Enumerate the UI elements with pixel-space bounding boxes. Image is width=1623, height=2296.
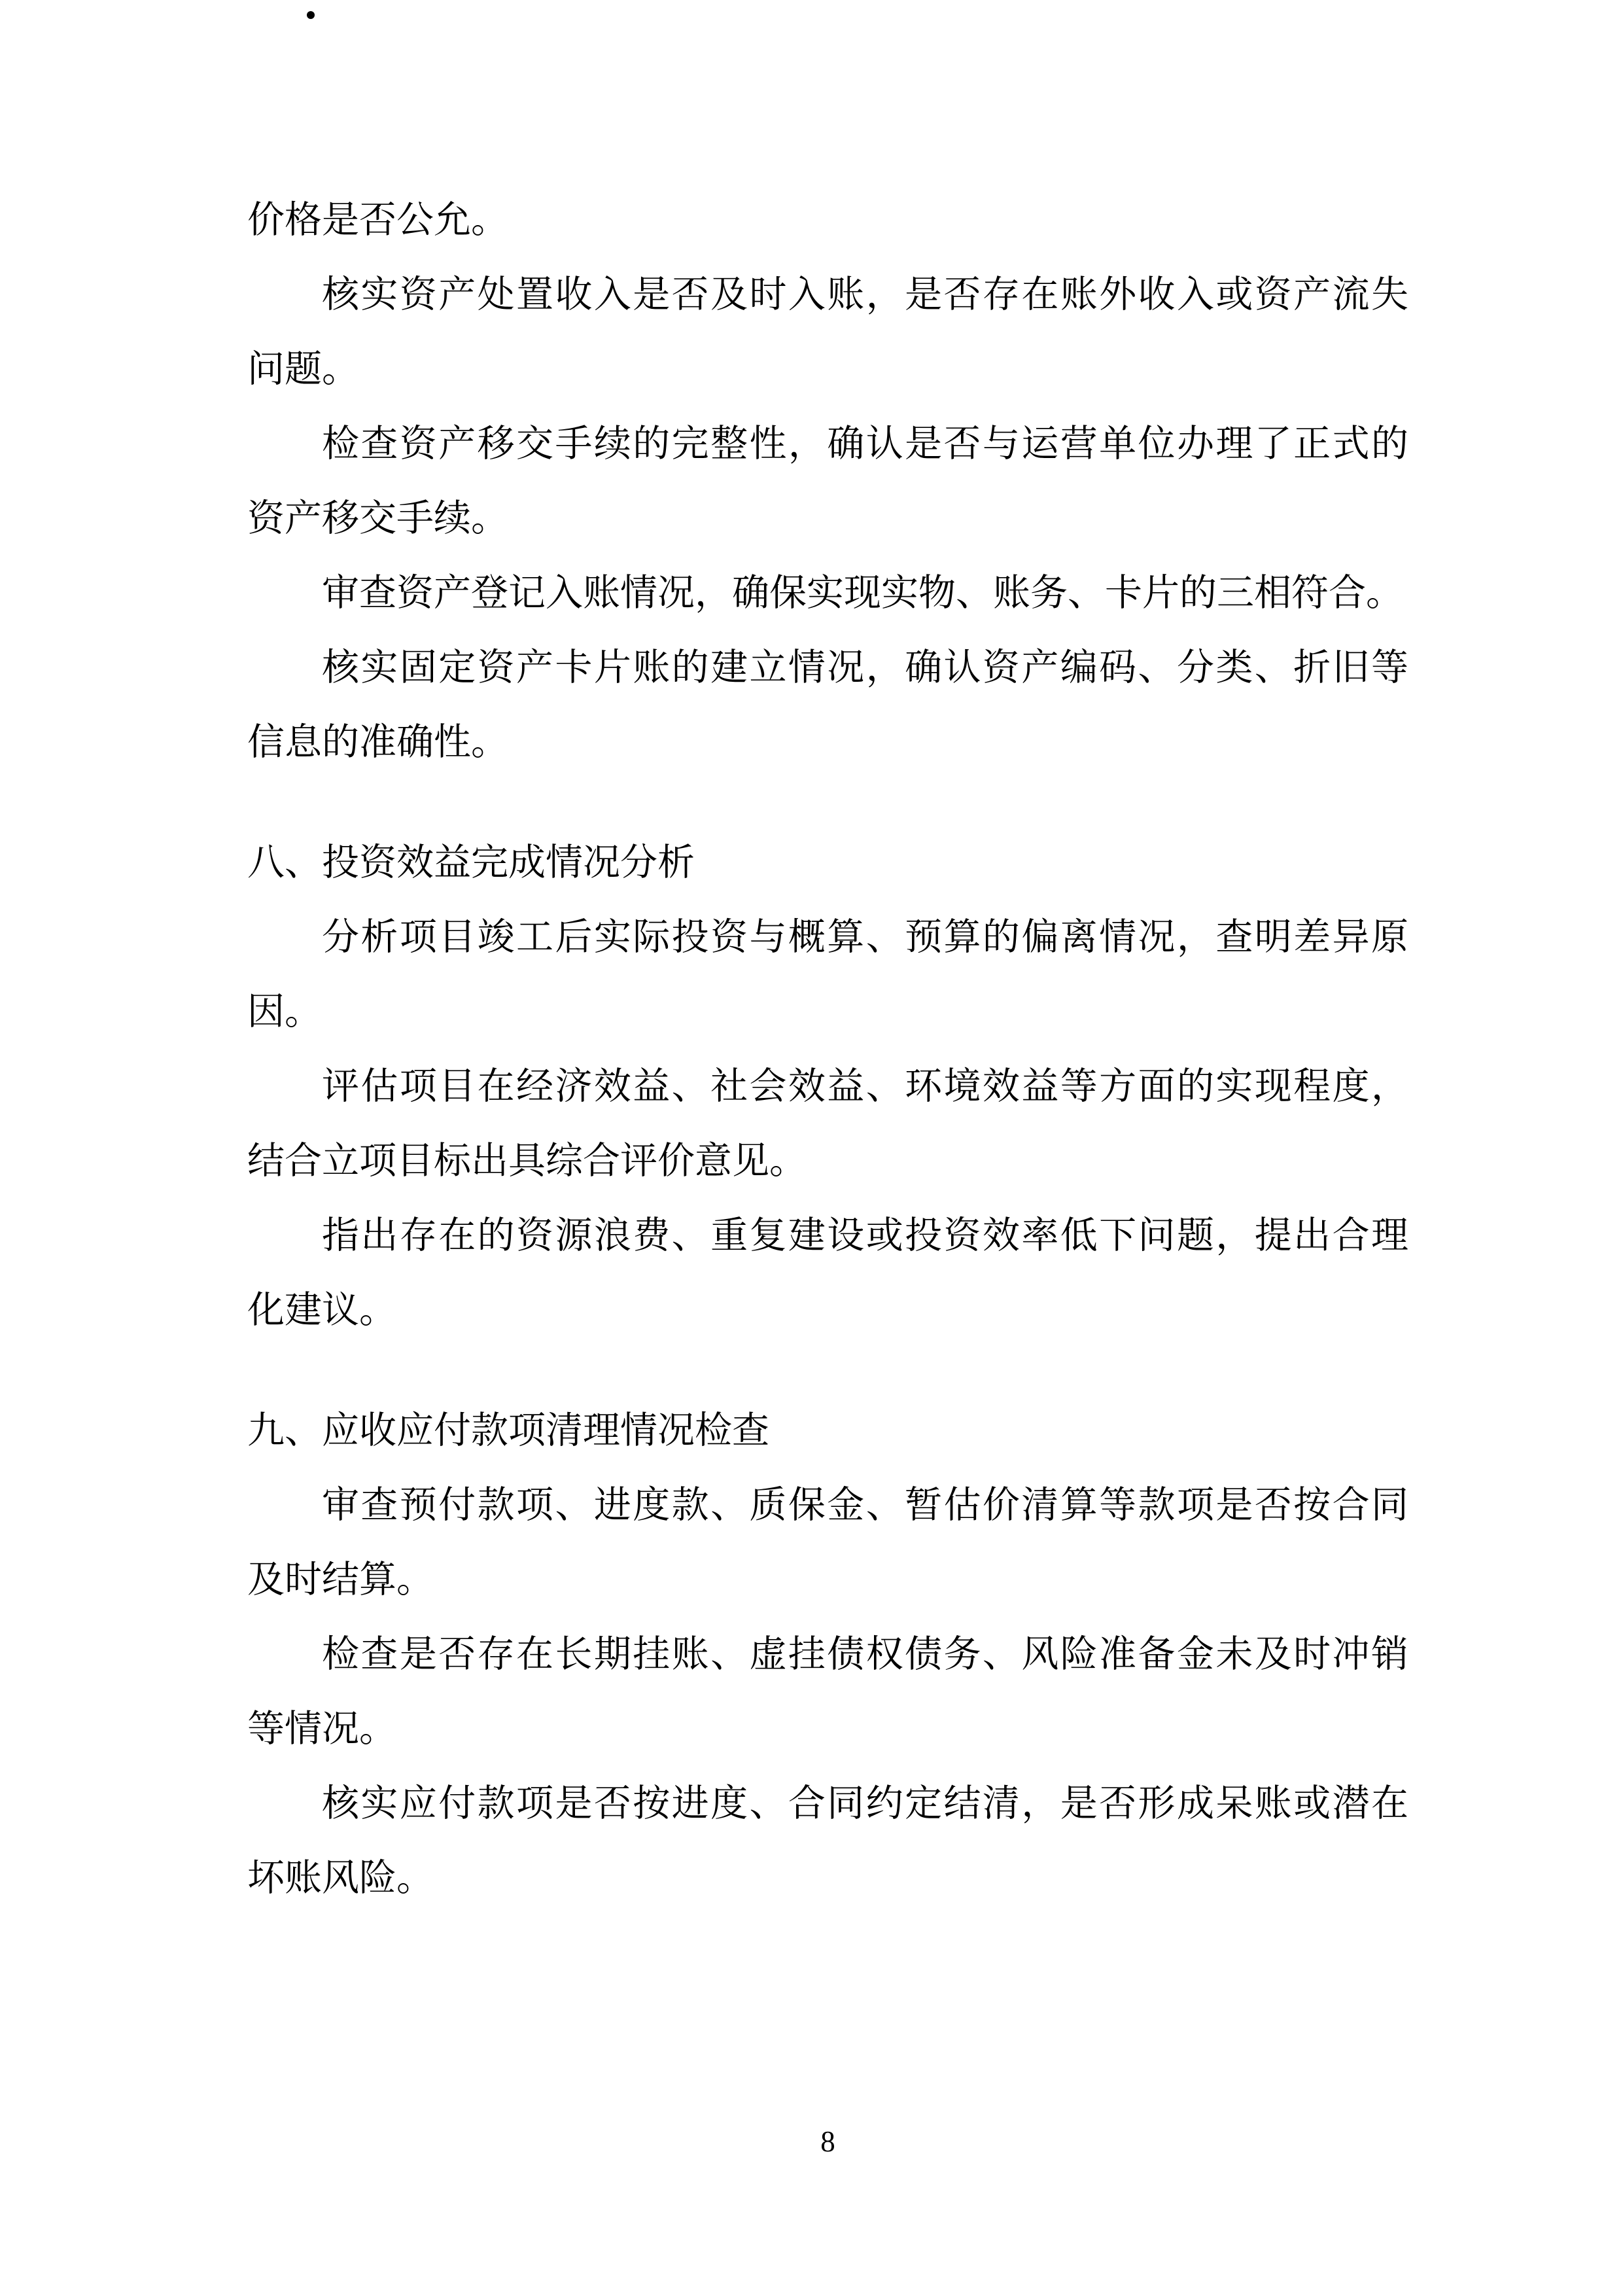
text-line: 九、应收应付款项清理情况检查 [247, 1410, 769, 1451]
text-line: 及时结算。 [247, 1559, 434, 1600]
text-line: 核实固定资产卡片账的建立情况，确认资产编码、分类、折旧等 [322, 647, 1408, 688]
text-line: 指出存在的资源浪费、重复建设或投资效率低下问题，提出合理 [322, 1215, 1408, 1256]
page-number: 8 [820, 2125, 835, 2158]
text-line: 因。 [247, 991, 322, 1033]
text-line: 八、投资效益完成情况分析 [247, 842, 695, 883]
text-line: 审查资产登记入账情况，确保实现实物、账务、卡片的三相符合。 [322, 573, 1403, 614]
document-body [247, 183, 1408, 1916]
text-line: 核实资产处置收入是否及时入账，是否存在账外收入或资产流失 [322, 274, 1408, 315]
text-line: 结合立项目标出具综合评价意见。 [247, 1140, 807, 1182]
text-line: 分析项目竣工后实际投资与概算、预算的偏离情况，查明差异原 [322, 917, 1408, 958]
bullet-dot-icon [307, 11, 315, 19]
paragraph-spacer [247, 780, 1408, 826]
text-line: 审查预付款项、进度款、质保金、暂估价清算等款项是否按合同 [322, 1485, 1408, 1526]
text-line: 价格是否公允。 [247, 200, 508, 241]
text-line: 等情况。 [247, 1708, 396, 1750]
paragraph-spacer [247, 1348, 1408, 1394]
text-line: 问题。 [247, 349, 359, 390]
text-line: 检查资产移交手续的完整性，确认是否与运营单位办理了正式的 [322, 423, 1408, 465]
text-line: 资产移交手续。 [247, 498, 508, 539]
text-line: 评估项目在经济效益、社会效益、环境效益等方面的实现程度， [322, 1066, 1408, 1107]
text-line: 检查是否存在长期挂账、虚挂债权债务、风险准备金未及时冲销 [322, 1634, 1408, 1675]
text-line: 化建议。 [247, 1290, 396, 1331]
text-line: 核实应付款项是否按进度、合同约定结清，是否形成呆账或潜在 [322, 1783, 1408, 1824]
text-line: 坏账风险。 [247, 1858, 434, 1899]
text-line: 信息的准确性。 [247, 722, 508, 763]
